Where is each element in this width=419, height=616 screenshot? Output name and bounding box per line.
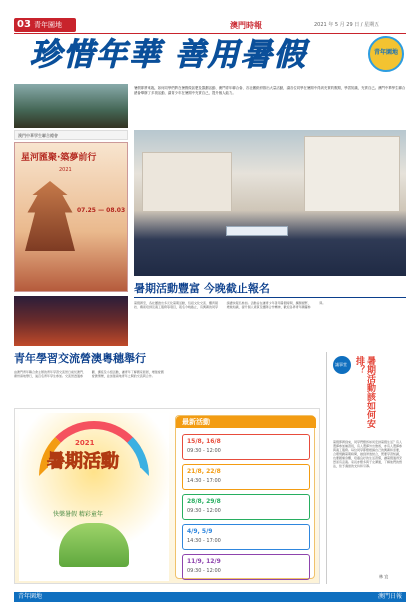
article-2-body: 由澳門青年聯合會主辦的青年學習交流營日前於澳門、廣州兩地舉行，逾百名青年學生參加。交流營透過參觀、講座及小組活動，讓青年了解國家發展，增強愛國愛澳情懷，並加強兩地青年之間的交流與合作。 bbox=[14, 370, 164, 378]
building-right bbox=[304, 136, 400, 212]
left-logo-text: 澳門中華學生聯合總會 bbox=[18, 133, 58, 138]
banner-title: 珍惜年華 善用暑假 bbox=[30, 37, 307, 73]
poster-title: 星河匯聚·築夢前行 bbox=[21, 153, 97, 163]
schedule-date: 28/8, 29/8 bbox=[187, 498, 221, 505]
sidebar-badge-text: 議事堂 bbox=[335, 362, 347, 367]
page-footer bbox=[14, 592, 406, 602]
sidebar-column bbox=[326, 352, 406, 584]
schedule-list bbox=[182, 434, 310, 574]
section-name: 青年園地 bbox=[34, 21, 62, 29]
schedule-time: 14:30 - 17:00 bbox=[187, 478, 221, 484]
pagoda-illustration bbox=[25, 181, 75, 251]
article-1 bbox=[134, 282, 406, 346]
schedule-date: 15/8, 16/8 bbox=[187, 438, 221, 445]
footer-right-label: 澳門日報 bbox=[377, 593, 402, 600]
section-number-badge bbox=[14, 18, 76, 32]
schedule-panel-header bbox=[176, 416, 316, 428]
article-2-headline: 青年學習交流營澳粵穗舉行 bbox=[14, 352, 146, 365]
schedule-time: 09:30 - 12:00 bbox=[187, 448, 221, 454]
left-logo-strip bbox=[14, 130, 128, 140]
schedule-time: 09:30 - 12:00 bbox=[187, 568, 221, 574]
schedule-row bbox=[182, 494, 310, 520]
poster-main-title: 暑期活動 bbox=[47, 451, 119, 472]
summer-poster bbox=[14, 408, 320, 584]
schedule-row bbox=[182, 554, 310, 580]
concert-photo bbox=[14, 296, 128, 346]
article-1-headline-rule bbox=[134, 297, 406, 298]
poster-year-label: 2021 bbox=[75, 439, 95, 447]
schedule-date: 4/9, 5/9 bbox=[187, 528, 213, 535]
schedule-time: 14:30 - 17:00 bbox=[187, 538, 221, 544]
footer-left-label: 青年園地 bbox=[18, 593, 43, 600]
sidebar-byline: 林 宜 bbox=[379, 574, 389, 579]
schedule-row bbox=[182, 434, 310, 460]
schedule-row bbox=[182, 524, 310, 550]
schedule-panel bbox=[175, 415, 315, 579]
schedule-time: 09:30 - 12:00 bbox=[187, 508, 221, 514]
sidebar-body: 暑假即將到來，同學們應該如何安排暑假生活？有人選擇參加補習班，有人選擇外出旅遊，亦有人選擇參與義工服務。每位同學都應根據自己的興趣和需要，合理規劃暑期時間，做到勞逸結合，既要學習知識，也要鍛煉身體，培養良好的生活習慣，讓暑假過得充實而有意義。家長亦應多與子女溝通，了解他們的想法，給予適當的支持和引導。 bbox=[333, 440, 403, 468]
group-banner bbox=[226, 226, 288, 236]
group-photo bbox=[134, 130, 406, 276]
date-text: 2021 年 5 月 29 日 / 星期五 bbox=[314, 22, 380, 28]
sidebar-headline: 暑期活動該如何安排？ bbox=[354, 356, 375, 428]
poster-subtitle: 快樂暑假 精彩童年 bbox=[53, 511, 103, 518]
poster-year: 2021 bbox=[59, 167, 72, 173]
paper-name: 澳門時報 bbox=[230, 21, 262, 30]
festival-poster bbox=[14, 142, 128, 292]
poster-left bbox=[19, 413, 169, 581]
article-2 bbox=[14, 352, 320, 402]
article-1-headline: 暑期活動豐富 今晚截止報名 bbox=[134, 282, 270, 295]
schedule-panel-title: 最新活動 bbox=[182, 418, 210, 426]
article-1-body: 暑假將至，各社團推出多元化暑期活動，包括文化交流、體育競技、藝術培訓及義工服務等項目，報名今晚截止，有興趣的同學請盡快報名參加。活動旨在讓青少年善用暑假時間，擴闊視野，增進知識，提升個人素質及團隊合作精神，歡迎各界青年踴躍參與。 bbox=[134, 301, 326, 309]
intro-paragraph: 暑假即將來臨，如何同學們將在暑假做甚麼及籌劃活動、澳門青年聯合會、各社團紛紛推出大量活動，讓各位同學在暑期中得到充實的假期，學習知識，充實自己。澳門中華學生聯合總會舉辦了多項活動，讓青少年在暑期中充實自己，提升個人能力。 bbox=[134, 86, 406, 95]
poster-date: 07.25 — 08.03 bbox=[77, 207, 126, 214]
banner bbox=[14, 34, 406, 78]
building-left bbox=[142, 152, 232, 212]
schedule-date: 21/8, 22/8 bbox=[187, 468, 221, 475]
sidebar-badge bbox=[333, 356, 351, 374]
banner-badge bbox=[368, 36, 404, 72]
section-number: 03 bbox=[17, 19, 31, 30]
left-column bbox=[14, 84, 128, 346]
schedule-date: 11/9, 12/9 bbox=[187, 558, 221, 565]
stage-photo bbox=[14, 84, 128, 128]
banner-badge-text: 青年園地 bbox=[374, 49, 399, 56]
page-header bbox=[14, 18, 406, 32]
kids-illustration bbox=[59, 523, 129, 567]
schedule-row bbox=[182, 464, 310, 490]
